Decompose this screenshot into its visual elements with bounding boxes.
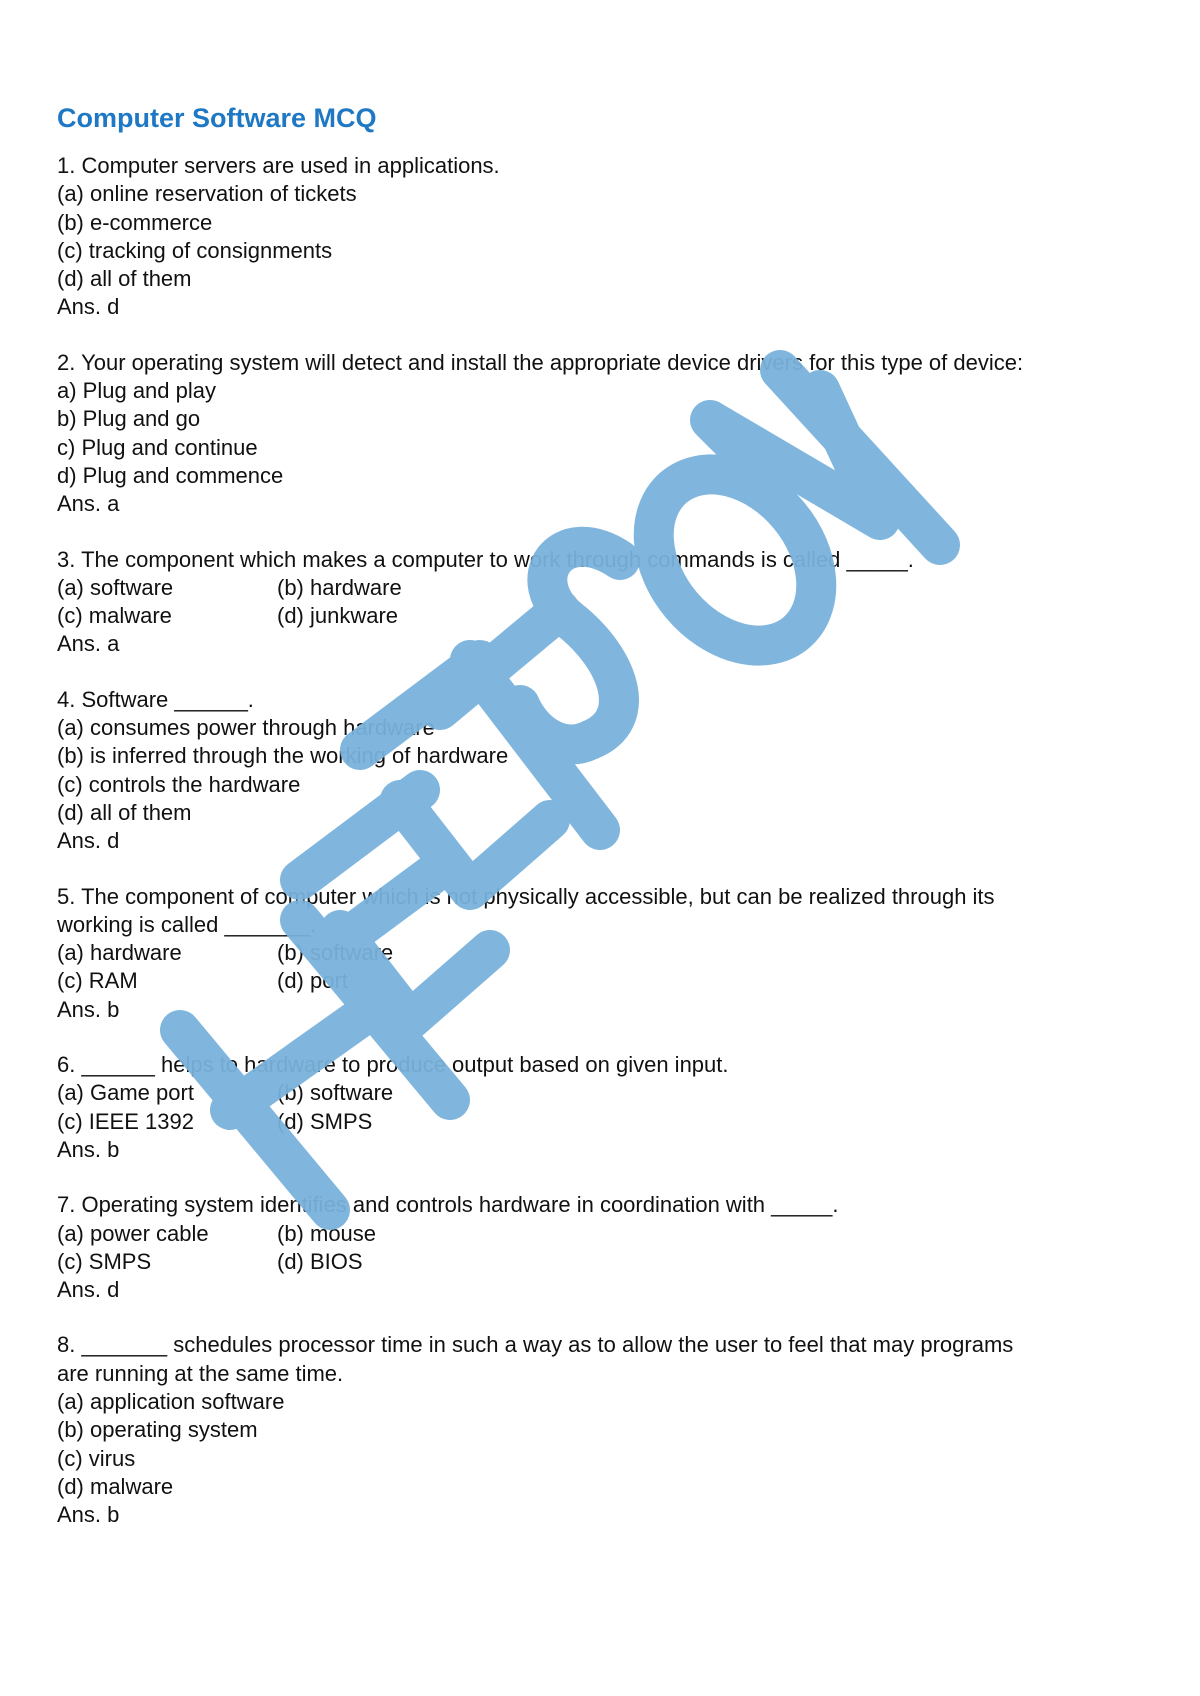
option-a: (a) software (57, 574, 174, 600)
question-5 (57, 883, 1157, 1024)
option-b: (b) mouse (277, 1220, 377, 1246)
question-8 (57, 1331, 1157, 1529)
options-row (57, 939, 1157, 967)
option-b: (b) hardware (277, 574, 402, 600)
options-row (57, 967, 1157, 995)
option-b: (b) software (277, 1080, 394, 1106)
option-c: (c) RAM (57, 968, 138, 994)
option-c: (c) IEEE 1392 (57, 1108, 194, 1134)
options-row (57, 1108, 1157, 1136)
question-text: 6. ______ helps to hardware to produce output based on given input. (57, 1052, 729, 1078)
option-a: a) Plug and play (57, 378, 216, 404)
option-d: (d) malware (57, 1473, 174, 1499)
option-c: (c) virus (57, 1445, 136, 1471)
option-c: (c) controls the hardware (57, 771, 301, 797)
answer: Ans. d (57, 828, 120, 854)
option-a: (a) application software (57, 1388, 285, 1414)
answer: Ans. b (57, 1502, 120, 1528)
option-c: (c) tracking of consignments (57, 237, 333, 263)
answer: Ans. d (57, 1277, 120, 1303)
options-row (57, 602, 1157, 630)
option-a: (a) hardware (57, 940, 182, 966)
question-text: 4. Software ______. (57, 686, 254, 712)
option-d: (d) all of them (57, 266, 192, 292)
option-d: (d) BIOS (277, 1248, 363, 1274)
option-d: d) Plug and commence (57, 462, 284, 488)
answer: Ans. a (57, 491, 120, 517)
options-row (57, 1079, 1157, 1107)
option-b: (b) operating system (57, 1417, 258, 1443)
options-row (57, 574, 1157, 602)
question-1 (57, 152, 1157, 322)
question-4 (57, 686, 1157, 856)
page-title: Computer Software MCQ (57, 103, 377, 133)
answer: Ans. b (57, 1136, 120, 1162)
option-a: (a) online reservation of tickets (57, 181, 357, 207)
option-d: (d) SMPS (277, 1108, 373, 1134)
question-3 (57, 546, 1157, 659)
answer: Ans. a (57, 631, 120, 657)
document-page (57, 100, 1157, 1556)
option-d: (d) junkware (277, 603, 399, 629)
question-text: 7. Operating system identifies and controls hardware in coordination with _____. (57, 1192, 839, 1218)
question-2 (57, 349, 1157, 519)
options-row (57, 1220, 1157, 1248)
option-c: (c) malware (57, 603, 172, 629)
question-text: 5. The component of computer which is not physically accessible, but can be realized through its (57, 883, 995, 909)
question-text: 8. _______ schedules processor time in such a way as to allow the user to feel that may programs (57, 1332, 1014, 1358)
option-b: (b) is inferred through the working of hardware (57, 743, 509, 769)
option-d: (d) port (277, 968, 348, 994)
question-6 (57, 1051, 1157, 1164)
options-row (57, 1248, 1157, 1276)
option-c: (c) SMPS (57, 1248, 152, 1274)
question-7 (57, 1191, 1157, 1304)
option-a: (a) consumes power through hardware (57, 715, 435, 741)
option-b: b) Plug and go (57, 406, 201, 432)
option-b: (b) software (277, 940, 394, 966)
option-c: c) Plug and continue (57, 434, 258, 460)
question-text-continued: working is called _______. (57, 911, 317, 937)
option-a: (a) power cable (57, 1220, 209, 1246)
answer: Ans. d (57, 294, 120, 320)
answer: Ans. b (57, 996, 120, 1022)
option-b: (b) e-commerce (57, 209, 213, 235)
question-text: 1. Computer servers are used in applications. (57, 153, 500, 178)
question-text: 2. Your operating system will detect and install the appropriate device drivers for this type of device: (57, 349, 1024, 375)
question-text-continued: are running at the same time. (57, 1360, 344, 1386)
option-a: (a) Game port (57, 1080, 194, 1106)
option-d: (d) all of them (57, 799, 192, 825)
question-text: 3. The component which makes a computer to work through commands is called _____. (57, 546, 914, 572)
